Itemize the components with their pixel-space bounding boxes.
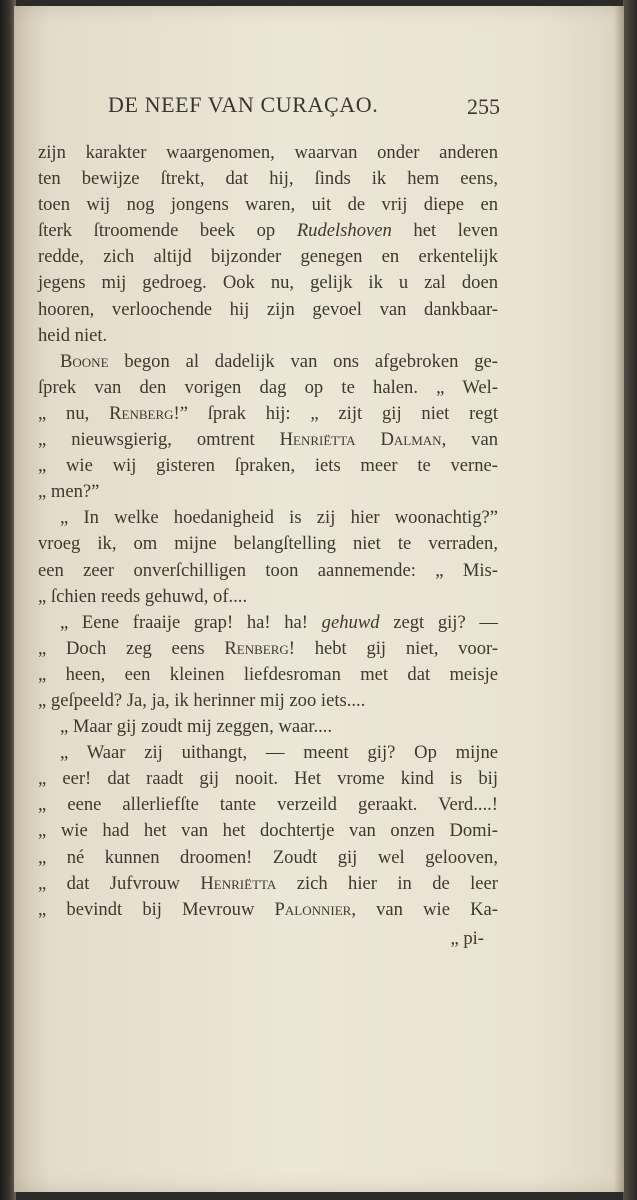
text-line: heid niet.: [38, 324, 108, 346]
body-text: [38, 140, 498, 923]
page-header: [108, 92, 500, 126]
text-line: vroeg ik, om mijne belangſtelling niet te verraden,: [38, 533, 498, 555]
text-line: ten bewijze ſtrekt, dat hij, ſinds ik hem eens,: [38, 168, 498, 190]
text-line: „ heen, een kleinen liefdesroman met dat meisje: [38, 663, 498, 685]
text-line: „ Doch zeg eens Renberg! hebt gij niet, voor-: [38, 637, 499, 659]
text-line: „ Waar zij uithangt, — meent gij? Op mijne: [60, 742, 498, 764]
name-renberg: Renberg: [224, 637, 289, 659]
text-line: „ In welke hoedanigheid is zij hier woonachtig?”: [60, 507, 498, 529]
text-line: „ eene allerliefſte tante verzeild geraakt. Verd....!: [38, 794, 498, 816]
text-line: „ wie wij gisteren ſpraken, iets meer te verne-: [38, 455, 498, 477]
text-line: „ dat Jufvrouw Henriëtta zich hier in de leer: [38, 872, 498, 894]
text-line: toen wij nog jongens waren, uit de vrij diepe en: [38, 194, 498, 216]
page-fold-shadow: [614, 6, 624, 1192]
running-title: DE NEEF VAN CURAÇAO.: [108, 92, 379, 117]
text-line: „ ſchien reeds gehuwd, of....: [38, 585, 248, 607]
word-gehuwd: gehuwd: [321, 611, 380, 633]
text-line: „ geſpeeld? Ja, ja, ik herinner mij zoo iets....: [38, 689, 366, 711]
text-line: „ men?”: [38, 481, 100, 503]
text-line: redde, zich altijd bijzonder genegen en erkentelijk: [38, 246, 498, 268]
text-line: „ wie had het van het dochtertje van onzen Domi-: [38, 820, 498, 842]
text-line: „ eer! dat raadt gij nooit. Het vrome kind is bij: [38, 768, 498, 790]
catchword: „ pi-: [450, 928, 484, 949]
text-line: „ Eene fraaije grap! ha! ha! gehuwd zegt gij? —: [60, 611, 498, 633]
text-line: Boone begon al dadelijk van ons afgebroken ge-: [60, 350, 498, 372]
text-line: zijn karakter waargenomen, waarvan onder anderen: [38, 142, 498, 163]
text-line: „ né kunnen droomen! Zoudt gij wel gelooven,: [38, 846, 498, 868]
name-henrietta-dalman: Henriëtta Dalman: [279, 429, 442, 451]
name-boone: Boone: [60, 350, 109, 372]
name-renberg: Renberg: [109, 402, 174, 424]
text-line: een zeer onverſchilligen toon aannemende: „ Mis-: [38, 559, 498, 581]
page-number: 255: [467, 94, 500, 119]
name-henrietta: Henriëtta: [200, 872, 277, 894]
text-line: „ nu, Renberg!” ſprak hij: „ zijt gij niet regt: [38, 402, 499, 424]
text-line: hooren, verloochende hij zijn gevoel van dankbaar-: [38, 298, 498, 320]
text-line: ſprek van den vorigen dag op te halen. „ Wel-: [38, 376, 498, 398]
text-line: „ Maar gij zoudt mij zeggen, waar....: [60, 716, 333, 738]
text-line: „ nieuwsgierig, omtrent Henriëtta Dalman, van: [38, 429, 498, 451]
text-line: jegens mij gedroeg. Ook nu, gelijk ik u zal doen: [38, 272, 498, 294]
text-line: ſterk ſtroomende beek op Rudelshoven het leven: [38, 220, 498, 242]
scan-edge-right: [623, 0, 637, 1200]
text-line: „ bevindt bij Mevrouw Palonnier, van wie Ka-: [38, 898, 498, 920]
name-palonnier: Palonnier: [274, 898, 352, 920]
place-name-rudelshoven: Rudelshoven: [296, 220, 392, 242]
